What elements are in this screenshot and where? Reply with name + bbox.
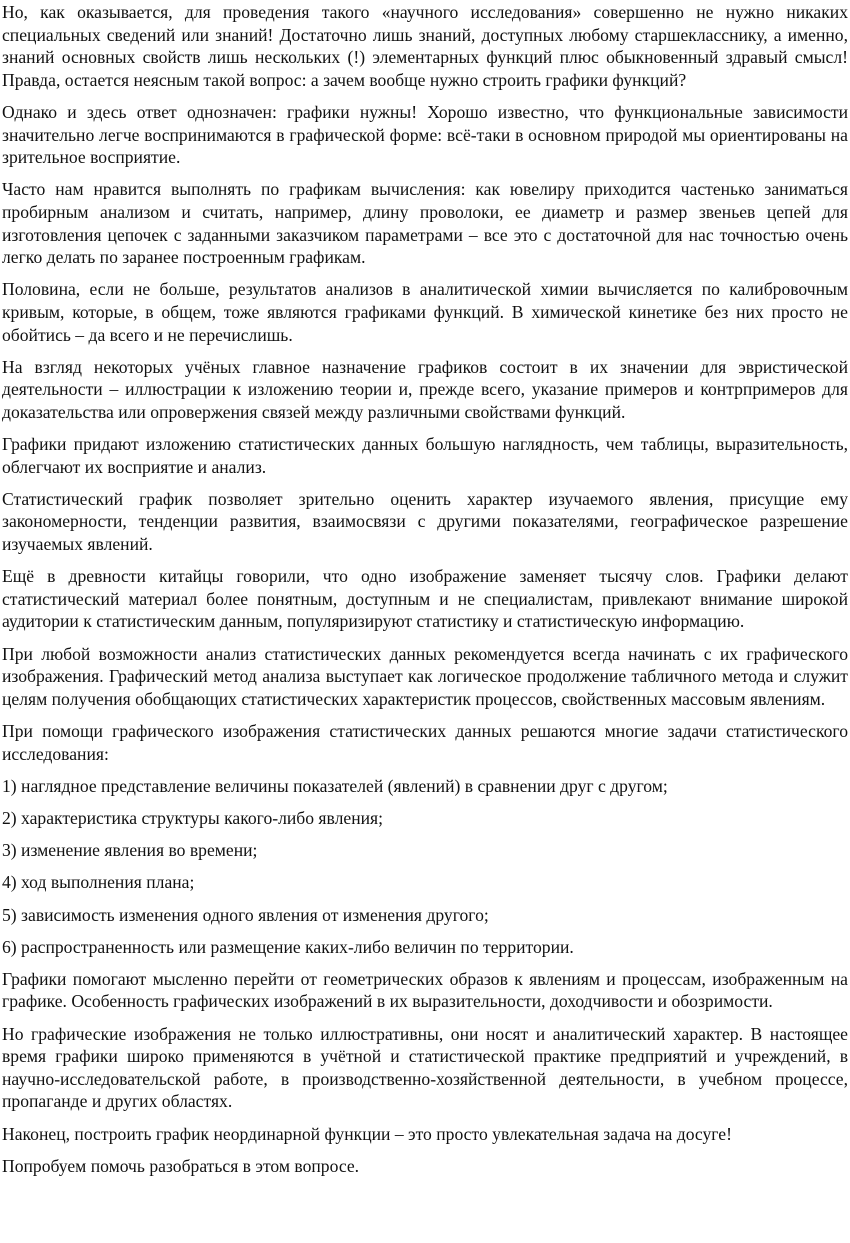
paragraph: Статистический график позволяет зрительно оценить характер изучаемого явления, присущие ему закономерности, тенденции развития, взаимосвязи с другими показателями, географическое разрешение изучаемых явлений. [2, 488, 848, 555]
paragraph: Попробуем помочь разобраться в этом вопросе. [2, 1155, 360, 1176]
paragraph: Однако и здесь ответ однозначен: графики нужны! Хорошо известно, что функциональные зависимости значительно легче воспринимаются в графической форме: всё-таки в основном природой мы ориентированы на зрительное восприятие. [2, 101, 848, 168]
paragraph: Графики помогают мысленно перейти от геометрических образов к явлениям и процессам, изображенным на графике. Особенность графических изображений в их выразительности, доходчивости и обозримости. [2, 968, 848, 1012]
list-item: 6) распространенность или размещение каких-либо величин по территории. [2, 936, 574, 957]
paragraph: При помощи графического изображения статистических данных решаются многие задачи статистического исследования: [2, 720, 848, 764]
paragraph: Но графические изображения не только иллюстративны, они носят и аналитический характер. В настоящее время графики широко применяются в учётной и статистической практике предприятий и учреждений, в научно-исследовательской работе, в производственно-хозяйственной деятельности, в учебном процессе, пропаганде и других областях. [2, 1023, 848, 1112]
paragraph: Половина, если не больше, результатов анализов в аналитической химии вычисляется по калибровочным кривым, которые, в общем, тоже являются графиками функций. В химической кинетике без них просто не обойтись – да всего и не перечислишь. [2, 279, 848, 345]
list-item: 4) ход выполнения плана; [2, 872, 195, 893]
paragraph: Но, как оказывается, для проведения такого «научного исследования» совершенно не нужно никаких специальных сведений или знаний! Достаточно лишь знаний, доступных любому старшекласснику, а именно, знаний основных свойств лишь нескольких (!) элементарных функций плюс обыкновенный здравый смысл! Правда, остается неясным такой вопрос: а зачем вообще нужно строить графики функций? [2, 2, 848, 90]
list-item: 1) наглядное представление величины показателей (явлений) в сравнении друг с другом; [2, 775, 668, 796]
paragraph: Часто нам нравится выполнять по графикам вычисления: как ювелиру приходится частенько заниматься пробирным анализом и считать, например, длину проволоки, ее диаметр и размер звеньев цепей для изготовления цепочек с заданными заказчиком параметрами – все это с достаточной для нас точностью очень легко делать по заранее построенным графикам. [2, 179, 848, 268]
paragraph: При любой возможности анализ статистических данных рекомендуется всегда начинать с их графического изображения. Графический метод анализа выступает как логическое продолжение табличного метода и служит целям получения обобщающих статистических характеристик процессов, свойственных массовым явлениям. [2, 643, 848, 709]
paragraph: Графики придают изложению статистических данных большую наглядность, чем таблицы, выразительность, облегчают их восприятие и анализ. [2, 434, 848, 477]
list-item: 5) зависимость изменения одного явления от изменения другого; [2, 904, 489, 925]
paragraph: На взгляд некоторых учёных главное назначение графиков состоит в их значении для эвристической деятельности – иллюстрации к изложению теории и, прежде всего, указание примеров и контрпримеров для доказательства или опровержения связей между различными свойствами функций. [2, 356, 848, 422]
paragraph: Наконец, построить график неординарной функции – это просто увлекательная задача на досуге! [2, 1123, 732, 1144]
list-item: 3) изменение явления во времени; [2, 840, 258, 861]
paragraph: Ещё в древности китайцы говорили, что одно изображение заменяет тысячу слов. Графики делают статистический материал более понятным, доступным и не специалистам, привлекают внимание широкой аудитории к статистическим данным, популяризируют статистику и статистическую информацию. [2, 566, 848, 632]
list-item: 2) характеристика структуры какого-либо явления; [2, 807, 384, 828]
